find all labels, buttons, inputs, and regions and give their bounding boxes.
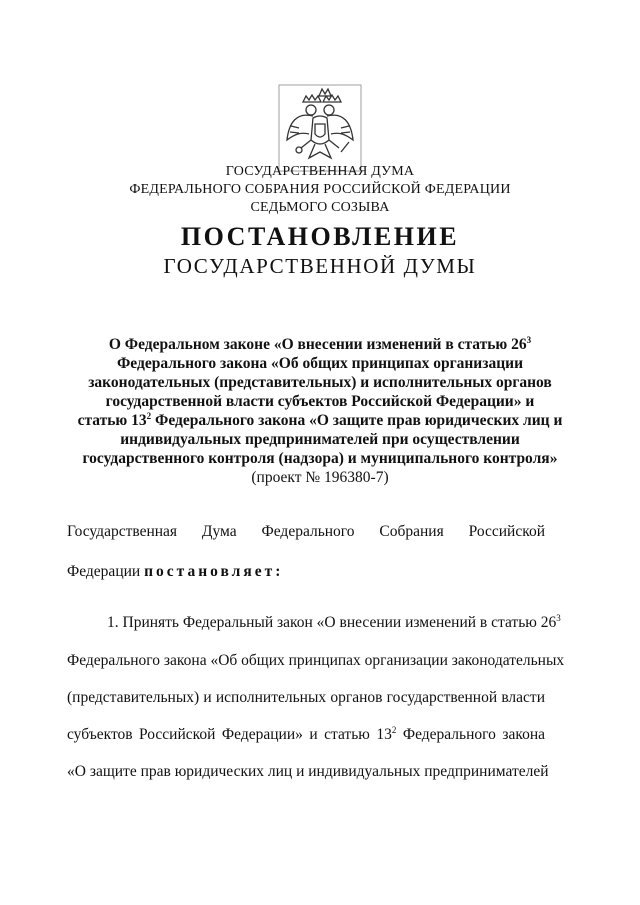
subject-line-1: О Федеральном законе «О внесении изменений в статью $26^3$ (108, 334, 532, 353)
item-1-line-1: 1. Принять Федеральный закон «О внесении изменений в статью $26^3$ (107, 612, 561, 631)
superscript: 2 (146, 410, 152, 421)
intro-line-2: Федерации постановляет: (67, 563, 284, 580)
org-line-1: ГОСУДАРСТВЕННАЯ ДУМА (225, 164, 415, 179)
issuing-authority (0, 163, 640, 217)
item-1-line-2: Федерального закона «Об общих принципах организации законодательных (67, 652, 565, 669)
superscript: 3 (526, 334, 532, 345)
subject-line-7: государственного контроля (надзора) и муниципального контроля» (82, 450, 558, 467)
subject-line-5: статью $13^2$ Федерального закона «О защите прав юридических лиц и (77, 410, 563, 429)
project-number: (проект № 196380-7) (251, 469, 389, 486)
item-1-line-5: «О защите прав юридических лиц и индивидуальных предпринимателей (67, 763, 549, 780)
intro-line-1: Государственная Дума Федерального Собрания Российской (67, 523, 545, 540)
org-line-2: ФЕДЕРАЛЬНОГО СОБРАНИЯ РОССИЙСКОЙ ФЕДЕРАЦИИ (129, 182, 511, 197)
resolution-subject (60, 335, 580, 487)
subject-line-4: государственной власти субъектов Российской Федерации» и (105, 393, 535, 410)
subject-line-3: законодательных (представительных) и исполнительных органов (88, 374, 552, 391)
org-line-3: СЕДЬМОГО СОЗЫВА (250, 200, 390, 215)
subject-line-2: Федерального закона «Об общих принципах организации (116, 355, 524, 372)
subject-line-6: индивидуальных предпринимателей при осуществлении (120, 431, 520, 448)
russian-coat-of-arms-icon (275, 82, 365, 174)
document-title: ПОСТАНОВЛЕНИЕ (180, 222, 460, 251)
document-subtitle: ГОСУДАРСТВЕННОЙ ДУМЫ (163, 254, 477, 278)
item-1-line-3: (представительных) и исполнительных органов государственной власти (67, 689, 545, 706)
superscript: 3 (556, 612, 561, 623)
decree-word: постановляет: (144, 563, 284, 580)
item-1-line-4: субъектов Российской Федерации» и статью $13^2$ Федерального закона (67, 724, 545, 743)
superscript: 2 (391, 724, 397, 735)
